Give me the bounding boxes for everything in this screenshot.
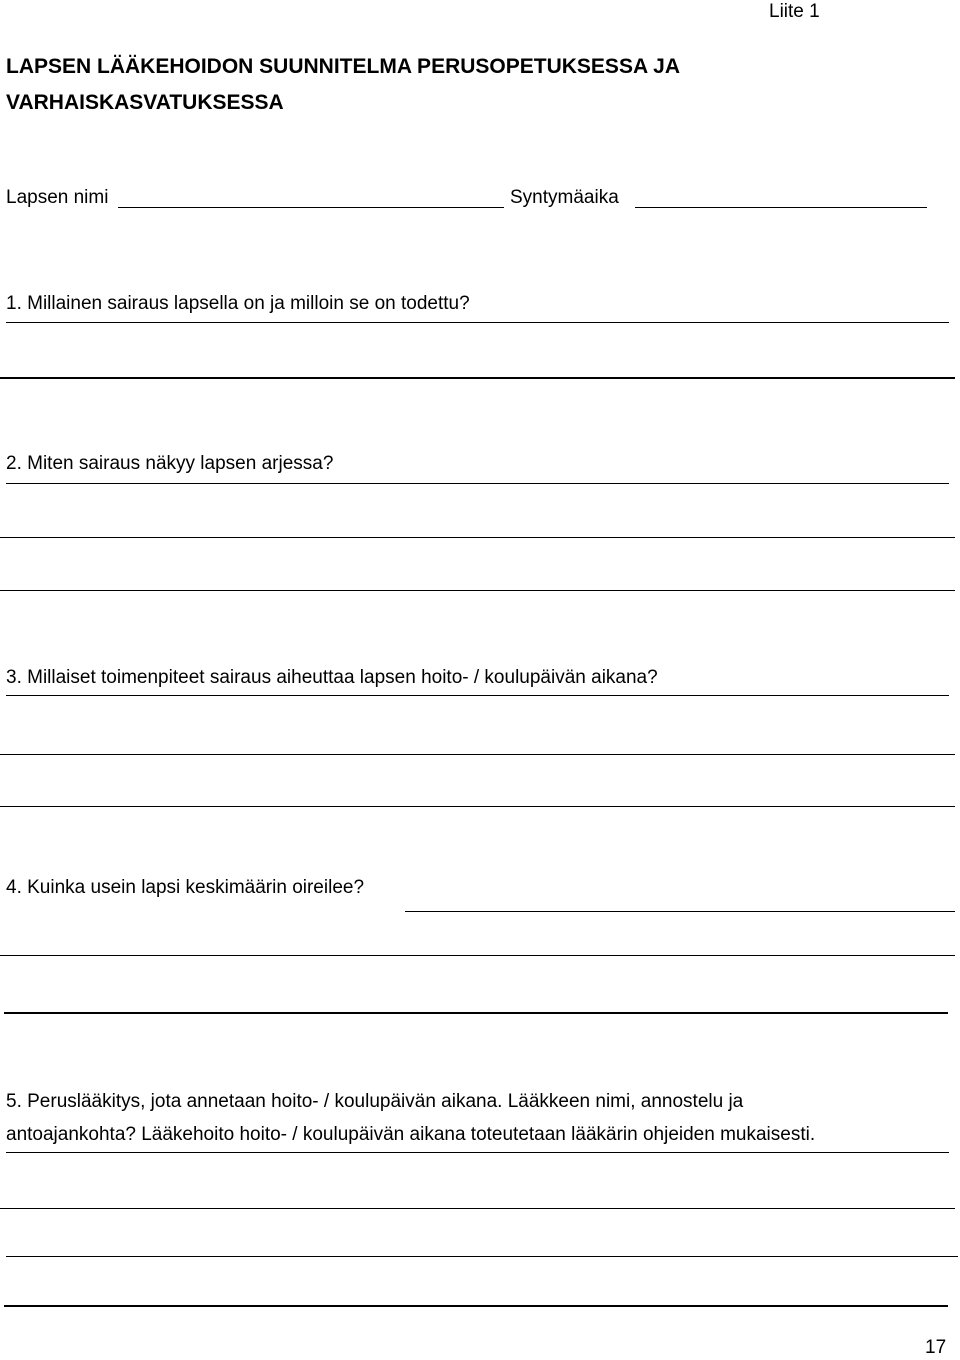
question-5-line-1: 5. Peruslääkitys, jota annetaan hoito- / koulupäivän aikana. Lääkkeen nimi, annostelu ja bbox=[6, 1091, 744, 1112]
answer-4-line-2[interactable] bbox=[0, 955, 955, 956]
question-1: 1. Millainen sairaus lapsella on ja milloin se on todettu? bbox=[6, 293, 470, 314]
answer-5-line-3[interactable] bbox=[6, 1256, 958, 1257]
answer-4-line-3[interactable] bbox=[4, 1012, 948, 1014]
answer-2-line-3[interactable] bbox=[0, 590, 955, 591]
answer-5-line-4[interactable] bbox=[4, 1305, 948, 1307]
birth-date-field[interactable] bbox=[635, 207, 927, 208]
answer-5-line-1[interactable] bbox=[6, 1152, 949, 1153]
question-2: 2. Miten sairaus näkyy lapsen arjessa? bbox=[6, 453, 334, 474]
document-title bbox=[6, 49, 680, 121]
answer-1-line-2[interactable] bbox=[0, 377, 955, 379]
title-line-2: VARHAISKASVATUKSESSA bbox=[6, 91, 284, 114]
question-5-line-2: antoajankohta? Lääkehoito hoito- / koulupäivän aikana toteutetaan lääkärin ohjeiden mukaisesti. bbox=[6, 1124, 816, 1145]
child-name-field[interactable] bbox=[118, 207, 504, 208]
page-number: 17 bbox=[925, 1337, 947, 1358]
answer-2-line-1[interactable] bbox=[6, 483, 949, 484]
answer-5-line-2[interactable] bbox=[0, 1208, 955, 1209]
title-line-1: LAPSEN LÄÄKEHOIDON SUUNNITELMA PERUSOPETUKSESSA JA bbox=[6, 55, 681, 78]
question-4: 4. Kuinka usein lapsi keskimäärin oireilee? bbox=[6, 877, 365, 898]
appendix-label: Liite 1 bbox=[769, 1, 820, 22]
answer-3-line-2[interactable] bbox=[0, 754, 955, 755]
child-name-label: Lapsen nimi bbox=[6, 187, 109, 208]
question-3: 3. Millaiset toimenpiteet sairaus aiheuttaa lapsen hoito- / koulupäivän aikana? bbox=[6, 667, 658, 688]
answer-4-line-1[interactable] bbox=[405, 911, 955, 912]
answer-1-line-1[interactable] bbox=[6, 322, 949, 323]
answer-2-line-2[interactable] bbox=[0, 537, 955, 538]
answer-3-line-1[interactable] bbox=[6, 695, 949, 696]
birth-date-label: Syntymäaika bbox=[510, 187, 619, 208]
answer-3-line-3[interactable] bbox=[0, 806, 955, 807]
